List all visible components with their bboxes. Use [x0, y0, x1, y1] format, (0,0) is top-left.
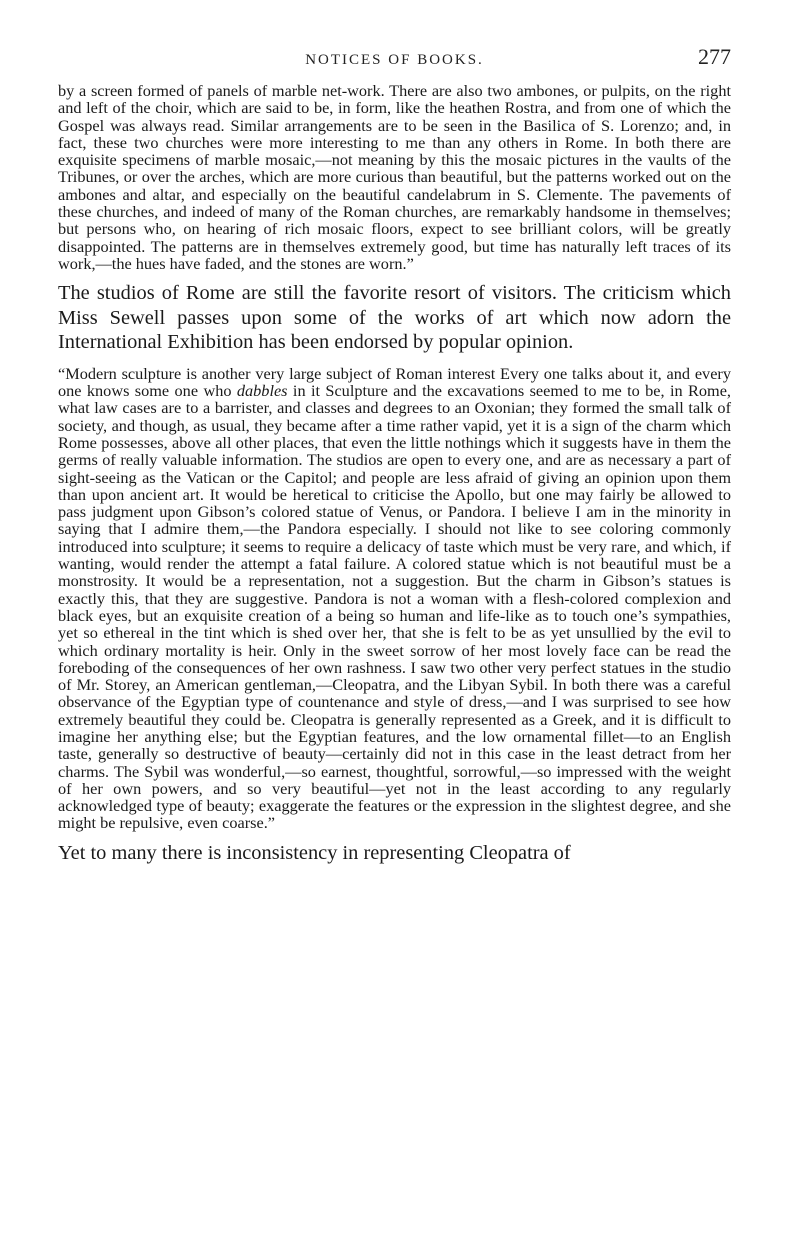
paragraph-cleopatra: Yet to many there is inconsistency in representing Cleopatra of [58, 841, 571, 864]
running-title: NOTICES OF BOOKS. [305, 52, 484, 68]
quote-text-part-2: in it Sculpture and the excavations seemed to me to be, in Rome, what law cases are to a barrister, and classes and degrees to an Oxonian; they formed the small talk of society, and though, as usual, they became after a time rather vapid, yet it is a sign of the charm which Rome possesses, above all other places, that even the little nothings which it suggests have in them the germs of really valuable information. The studios are open to every one, and are as necessary a part of sight-seeing as the Vatican or the Capitol; and people are less afraid of giving an opinion upon them than upon ancient art. It would be heretical to criticise the Apollo, but one may fairly be allowed to pass judgment upon Gibson’s colored statue of Venus, or Pandora. I believe I am in the minority in saying that I admire them,—the Pandora especially. I should not like to see coloring commonly introduced into sculpture; it seems to require a delicacy of taste which must be very rare, and which, if wanting, would render the attempt a fatal failure. A colored statue which is not beautiful must be a monstrosity. It would be a representation, not a suggestion. But the charm in Gibson’s statues is exactly this, that they are suggestive. Pandora is not a woman with a flesh-colored complexion and black eyes, but an exquisite creation of a being so human and life-like as to touch one’s sympathies, yet so ethereal in the tint which is shed over her, that she is felt to be as yet unsullied by the evil to which ordinary mortality is heir. Only in the sweet sorrow of her most lovely face can be read the foreboding of the consequences of her own rashness. I saw two other very perfect statues in the studio of Mr. Storey, an American gentleman,—Cleopatra, and the Libyan Sybil. In both there was a careful observance of the Egyptian type of countenance and style of dress,—and I was surprised to see how extremely beautiful they could be. Cleopatra is generally represented as a Greek, and it is difficult to imagine her anything else; but the Egyptian features, and the low ornamental fillet—to an English taste, generally so destructive of beauty—certainly did not in this case in the least detract from her charms. The Sybil was wonderful,—so earnest, thoughtful, sorrowful,—so impressed with the weight of her own powers, and so very beautiful—yet not in the least according to any regularly acknowledged type of beauty; exaggerate the features or the expression in the slightest degree, and she might be repulsive, even coarse.” [58, 381, 732, 833]
paragraph-studios-of-rome: The studios of Rome are still the favorite resort of visitors. The criticism which Miss Sewell passes upon some of the works of art which now adorn the International Exhibition has been endorsed by popular opinion. [58, 282, 731, 354]
quote-continuation-mosaics: by a screen formed of panels of marble net-work. There are also two ambones, or pulpits, on the right and left of the choir, which are said to be, in form, like the heathen Rostra, and from one of which the Gospel was always read. Similar arrangements are to be seen in the Basilica of S. Lorenzo; and, in fact, these two churches were more interesting to me than any others in Rome. In both there are exquisite specimens of marble mosaic,—not meaning by this the mosaic pictures in the vaults of the Tribunes, or over the arches, which are more curious than beautiful, but the patterns worked out on the ambones and altar, and especially on the beautiful candelabrum in S. Clemente. The pavements of these churches, and indeed of many of the Roman churches, are remarkably handsome in themselves; but persons who, on hearing of rich mosaic floors, expect to see brilliant colors, will be greatly disappointed. The patterns are in themselves extremely good, but time has naturally left traces of its work,—the hues have faded, and the stones are worn.” [58, 81, 731, 273]
quote-italic-dabbles: dabbles [236, 381, 288, 401]
quote-text-part-1: “Modern sculpture is another very large subject of Roman interest Every one talks about it, and every one knows some one who [58, 363, 731, 401]
running-head [58, 38, 731, 82]
quote-modern-sculpture [58, 365, 731, 832]
page-number: 277 [698, 44, 731, 69]
